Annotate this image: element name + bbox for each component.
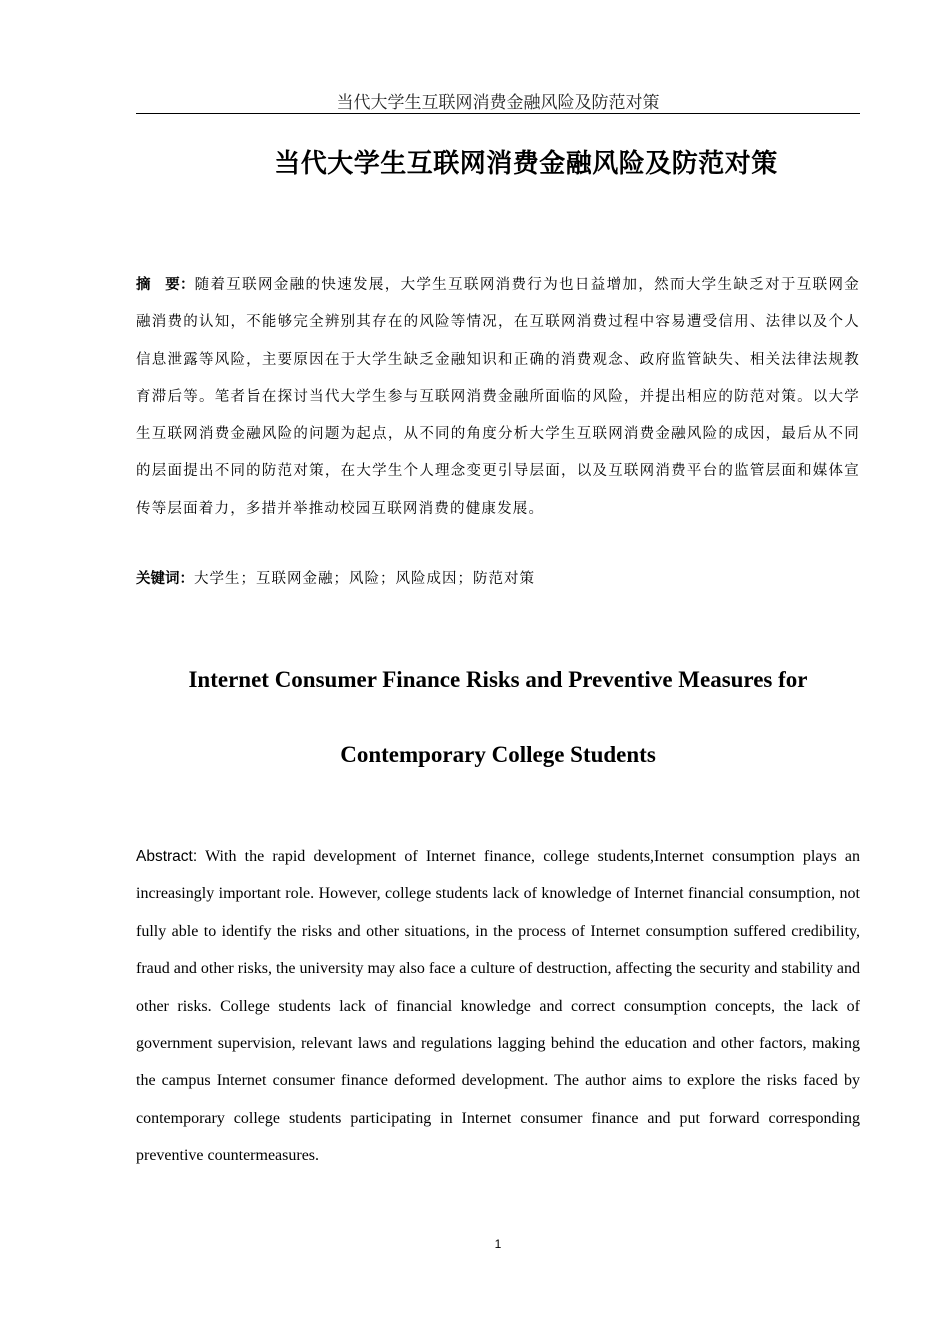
english-title bbox=[136, 642, 860, 792]
english-title-line-1: Internet Consumer Finance Risks and Preventive Measures for bbox=[188, 667, 808, 692]
keyword-item: 风险； bbox=[349, 571, 396, 587]
chinese-abstract-label: 摘 要： bbox=[136, 277, 195, 293]
keyword-item: 互联网金融； bbox=[256, 571, 349, 587]
keyword-item: 防范对策 bbox=[473, 571, 535, 587]
english-abstract-label: Abstract: bbox=[136, 848, 198, 865]
english-abstract-text: With the rapid development of Internet finance, college students,Internet consumption plays an increasingly important role. However, college students lack of knowledge of Internet financial consumption, not fully able to identify the risks and other situations, in the process of Internet consumption suffered credibility, fraud and other risks, the university may also face a culture of destruction, affecting the security and stability and other risks. College students lack of financial knowledge and correct consumption concepts, the lack of government supervision, relevant laws and regulations lagging behind the education and other factors, making the campus Internet consumer finance deformed development. The author aims to explore the risks faced by contemporary college students participating in Internet consumer finance and put forward corresponding preventive countermeasures. bbox=[136, 848, 860, 1165]
chinese-keywords bbox=[136, 567, 860, 591]
chinese-abstract-text: 随着互联网金融的快速发展，大学生互联网消费行为也日益增加，然而大学生缺乏对于互联网金融消费的认知，不能够完全辨别其存在的风险等情况，在互联网消费过程中容易遭受信用、法律以及个人信息泄露等风险，主要原因在于大学生缺乏金融知识和正确的消费观念、政府监管缺失、相关法律法规教育滞后等。笔者旨在探讨当代大学生参与互联网消费金融所面临的风险，并提出相应的防范对策。以大学生互联网消费金融风险的问题为起点，从不同的角度分析大学生互联网消费金融风险的成因，最后从不同的层面提出不同的防范对策，在大学生个人理念变更引导层面，以及互联网消费平台的监管层面和媒体宣传等层面着力，多措并举推动校园互联网消费的健康发展。 bbox=[136, 277, 860, 517]
chinese-title: 当代大学生互联网消费金融风险及防范对策 bbox=[274, 149, 778, 179]
keyword-item: 风险成因； bbox=[395, 571, 473, 587]
chinese-keywords-label: 关键词： bbox=[136, 571, 194, 587]
running-header: 当代大学生互联网消费金融风险及防范对策 bbox=[336, 93, 660, 113]
header-rule bbox=[136, 113, 860, 114]
page-number: 1 bbox=[494, 1237, 502, 1251]
keyword-item: 大学生； bbox=[194, 571, 256, 587]
english-title-line-2: Contemporary College Students bbox=[340, 742, 656, 767]
english-abstract bbox=[136, 838, 860, 1175]
chinese-abstract bbox=[136, 267, 860, 528]
